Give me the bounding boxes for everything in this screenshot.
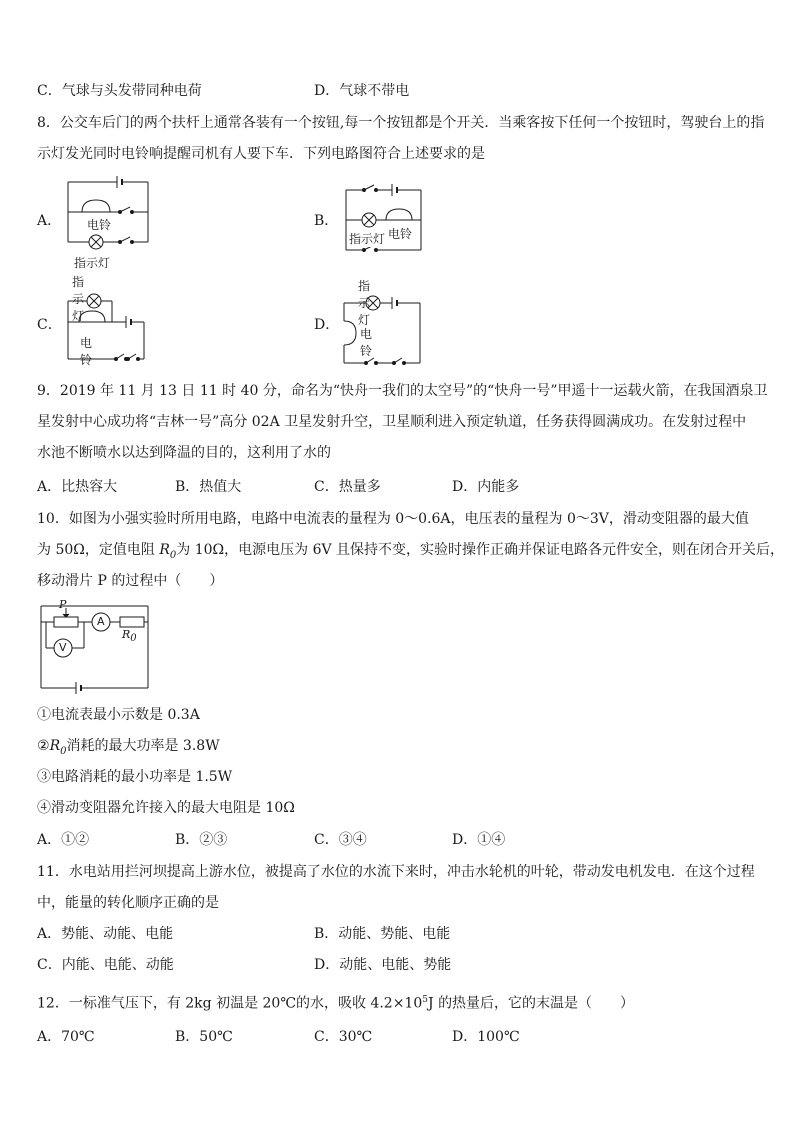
q8-stem-line-2: 示灯发光同时电铃响提醒司机有人要下车．下列电路图符合上述要求的是 <box>37 146 485 162</box>
q10-stem-line-2 <box>37 540 784 566</box>
q8-a-lamp-label: 指示灯 <box>74 256 111 270</box>
q8-circuit-b <box>344 180 424 255</box>
q12-stem-start: 12．一标准气压下，有 2kg 初温是 20℃的水，吸收 4.2×10 <box>37 995 423 1012</box>
q9-stem-line-1: 9．2019 年 11 月 13 日 11 时 40 分，命名为“快舟一我们的太空号”的“快舟一号”甲遥十一运载火箭，在我国酒泉卫 <box>37 383 768 399</box>
q10-fig-r-subscript: 0 <box>130 633 137 645</box>
q8-b-lamp-label: 指示灯 <box>349 232 386 246</box>
q8-circuit-a <box>64 172 164 272</box>
q12-stem <box>37 990 634 1014</box>
q10-option-b: B．②③ <box>175 832 228 848</box>
q10-stem-line-2-end: 为 10Ω，电源电压为 6V 且保持不变，实验时操作正确并保证电路各元件安全，则在闭合开关后， <box>176 542 785 558</box>
q10-resistor-r0-label <box>122 628 137 644</box>
q11-option-b: B．动能、势能、电能 <box>314 926 451 942</box>
q8-c-bell-label: 电铃 <box>80 336 93 367</box>
q10-statement-2-number: ② <box>37 738 50 754</box>
q10-slider-p-label: P <box>59 598 67 611</box>
q8-d-bell-label: 电铃 <box>360 327 373 358</box>
q9-option-a: A．比热容大 <box>37 479 118 495</box>
q12-exponent: 5 <box>422 995 428 1005</box>
q10-option-d: D．①④ <box>452 832 506 848</box>
q11-option-c: C．内能、电能、动能 <box>37 957 174 973</box>
q10-stem-line-1: 10．如图为小强实验时所用电路，电路中电流表的量程为 0～0.6A，电压表的量程为 0～3V，滑动变阻器的最大值 <box>37 511 749 527</box>
q9-option-b: B．热值大 <box>175 479 242 495</box>
q8-c-lamp-label: 指示灯 <box>72 275 85 323</box>
q8-b-bell-label: 电铃 <box>388 227 413 241</box>
q11-option-a: A．势能、动能、电能 <box>37 926 174 942</box>
q11-option-d: D．动能、电能、势能 <box>314 957 452 973</box>
q7-option-d: D．气球不带电 <box>314 83 410 99</box>
q12-option-d: D．100℃ <box>452 1029 520 1045</box>
q8-stem-line-1: 8．公交车后门的两个扶杆上通常各装有一个按钮,每一个按钮都是个开关．当乘客按下任何一个按钮时，驾驶台上的指 <box>37 115 765 131</box>
q10-statement-4: ④滑动变阻器允许接入的最大电阻是 10Ω <box>37 800 295 816</box>
q10-stem-line-2-start: 为 50Ω，定值电阻 <box>37 542 160 558</box>
q10-r-letter: R <box>159 542 170 558</box>
q10-statement-2-r-subscript: 0 <box>60 745 67 757</box>
q10-statement-2 <box>37 736 220 762</box>
q8-d-lamp-label: 指示灯 <box>358 279 371 327</box>
q9-option-d: D．内能多 <box>452 479 520 495</box>
q11-stem-line-1: 11．水电站用拦河坝提高上游水位，被提高了水位的水流下来时，冲击水轮机的叶轮，带动发电机发电．在这个过程 <box>37 864 755 880</box>
q9-stem-line-2: 星发射中心成功将“吉林一号”高分 02A 卫星发射升空，卫星顺利进入预定轨道，任务获得圆满成功。在发射过程中 <box>37 414 747 430</box>
q10-statement-2-r0 <box>49 738 67 757</box>
q12-option-b: B．50℃ <box>175 1029 233 1045</box>
q8-a-bell-label: 电铃 <box>87 218 112 232</box>
q10-statement-1: ①电流表最小示数是 0.3A <box>37 707 200 723</box>
q10-ammeter-label: A <box>97 615 105 628</box>
q7-option-c: C．气球与头发带同种电荷 <box>37 83 202 99</box>
q10-r0-symbol <box>159 542 177 561</box>
q10-stem-line-3: 移动滑片 P 的过程中（ ） <box>37 573 224 589</box>
q11-stem-line-2: 中，能量的转化顺序正确的是 <box>37 895 219 911</box>
q12-stem-end: J 的热量后，它的末温是（ ） <box>428 995 635 1012</box>
q9-stem-line-3: 水池不断喷水以达到降温的目的，这利用了水的 <box>37 445 331 461</box>
q12-option-a: A．70℃ <box>37 1029 95 1045</box>
q12-option-c: C．30℃ <box>314 1029 373 1045</box>
q8-option-c-label: C． <box>37 317 62 333</box>
q10-option-a: A．①② <box>37 832 90 848</box>
q10-voltmeter-label: V <box>59 641 67 654</box>
q10-statement-2-r-letter: R <box>49 738 61 754</box>
q8-option-d-label: D． <box>314 317 340 333</box>
q10-r-subscript: 0 <box>169 549 177 561</box>
q9-option-c: C．热量多 <box>314 479 381 495</box>
q8-option-a-label: A． <box>37 213 62 229</box>
q10-option-c: C．③④ <box>314 832 367 848</box>
q10-statement-2-text: 消耗的最大功率是 3.8W <box>66 738 220 754</box>
q10-fig-r-letter: R <box>122 628 131 641</box>
q10-circuit-figure <box>36 600 156 695</box>
q10-statement-3: ③电路消耗的最小功率是 1.5W <box>37 769 233 785</box>
q8-option-b-label: B． <box>314 213 339 229</box>
